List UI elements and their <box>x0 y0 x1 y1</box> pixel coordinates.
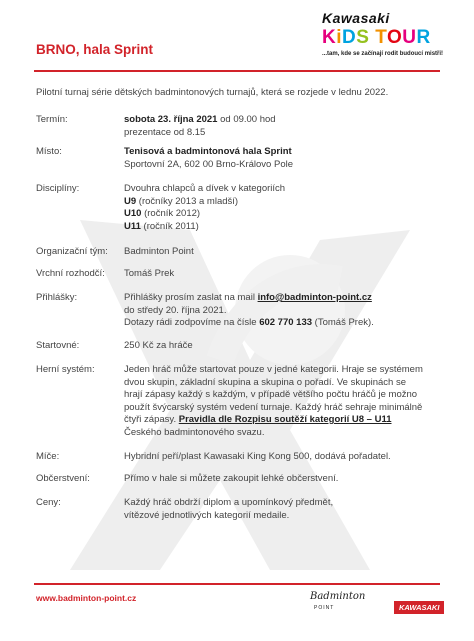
organizacni-label: Organizační tým: <box>36 246 108 257</box>
phone-number: 602 770 133 <box>259 317 313 328</box>
termin-label: Termín: <box>36 114 68 125</box>
organizacni-value: Badminton Point <box>124 246 194 257</box>
footer-website-link[interactable]: www.badminton-point.cz <box>36 593 137 603</box>
vrchni-value: Tomáš Prek <box>124 268 175 279</box>
badminton-point-logo-sub: POINT <box>314 605 335 611</box>
ceny-label: Ceny: <box>36 497 61 508</box>
kids-tour-logo <box>322 10 446 68</box>
herni-value: Jeden hráč může startovat pouze v jedné kategorii. Hraje se systémem dvou skupin, základní skupina a skupina o pořadí. Ve skupinách se hrají zápasy každý s každým, v případě většího počtu hráčů je možno použít švýcarský systém vedení turnaje. Každý hráč sehraje minimálně čtyři zápasy. Pravidla dle Rozpisu soutěží kategorií U8 – U11 Českého badmintonového svazu. <box>124 364 423 438</box>
logo-tagline: ...tam, kde se začínají rodit budoucí mistři! <box>322 51 444 57</box>
mice-value: Hybridní peří/plast Kawasaki King Kong 500, dodává pořadatel. <box>124 451 391 462</box>
misto-label: Místo: <box>36 146 62 157</box>
kawasaki-logo: KAWASAKI <box>394 601 444 614</box>
badminton-point-logo: Badminton <box>310 591 366 602</box>
page-title: BRNO, hala Sprint <box>36 42 154 57</box>
startovne-label: Startovné: <box>36 340 80 351</box>
prihlasky-value: Přihlášky prosím zaslat na mail info@badminton-point.cz do středy 20. října 2021. Dotazy rádi zodpovíme na čísle 602 770 133 (Tomáš Prek). <box>124 292 374 328</box>
intro-text: Pilotní turnaj série dětských badmintonových turnajů, která se rozjede v lednu 2022. <box>36 87 389 98</box>
kawasaki-brand: Kawasaki <box>322 10 390 26</box>
rules-link[interactable]: Pravidla dle Rozpisu soutěží kategorií U8 – U11 <box>178 414 392 425</box>
termin-value: sobota 23. října 2021 od 09.00 hod prezentace od 8.15 <box>124 114 276 138</box>
obcerstveni-value: Přímo v hale si můžete zakoupit lehké občerstvení. <box>124 473 339 484</box>
vrchni-label: Vrchní rozhodčí: <box>36 268 105 279</box>
startovne-value: 250 Kč za hráče <box>124 340 193 351</box>
obcerstveni-label: Občerstvení: <box>36 473 90 484</box>
prihlasky-label: Přihlášky: <box>36 292 78 303</box>
misto-value: Tenisová a badmintonová hala Sprint Sportovní 2A, 602 00 Brno-Královo Pole <box>124 146 293 170</box>
mice-label: Míče: <box>36 451 60 462</box>
ceny-value: Každý hráč obdrží diplom a upomínkový předmět, vítězové jednotlivých kategorií medaile. <box>124 497 334 521</box>
discipliny-value: Dvouhra chlapců a dívek v kategoriích U9 (ročníky 2013 a mladší) U10 (ročník 2012) U11 (ročník 2011) <box>124 183 286 232</box>
herni-label: Herní systém: <box>36 364 95 375</box>
discipliny-label: Disciplíny: <box>36 183 80 194</box>
header-divider <box>34 70 440 72</box>
email-link[interactable]: info@badminton-point.cz <box>257 292 372 303</box>
kids-tour-wordmark: KiDS TOUR <box>322 27 431 48</box>
footer-divider <box>34 583 440 585</box>
